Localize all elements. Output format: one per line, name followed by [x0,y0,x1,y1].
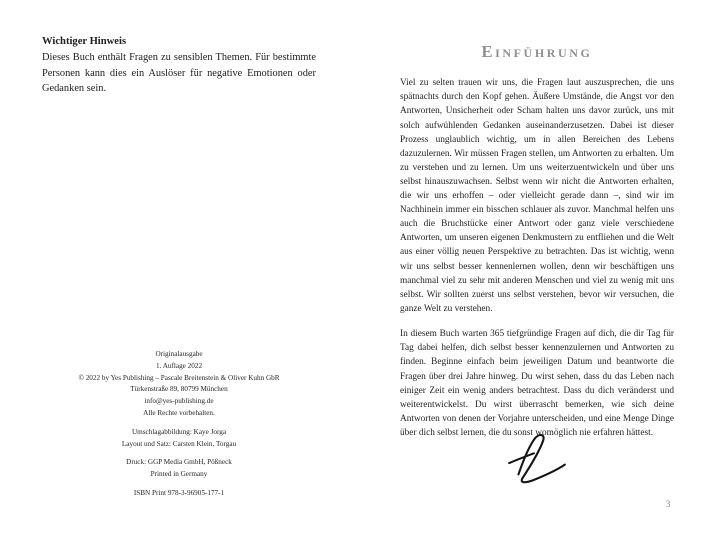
imprint-isbn-group [42,488,316,500]
imprint-line: info@yes-publishing.de [144,397,214,406]
imprint-print-group [42,457,316,481]
imprint-line: Originalausgabe [155,350,203,358]
isbn-line: ISBN Print 978-3-96905-177-1 [133,488,225,497]
imprint-line: 1. Auflage 2022 [155,361,203,370]
intro-paragraph-1: Viel zu selten trauen wir uns, die Fragen laut auszusprechen, die uns spätnachts durch den Kopf gehen. Äußere Umstände, die Angst vor den Antworten, Unsicherheit oder Scham halten uns davor zurück, uns mit solch aufwühlenden Gedanken auseinanderzusetzen. Dabei ist dieser Prozess unglaublich wichtig, um in allen Bereichen des Lebens dazuzulernen. Wir müssen Fragen stellen, um Antworten zu erhalten. Um zu verstehen und zu lernen. Um uns weiterzuentwickeln und über uns selbst hinauszuwachsen. Selbst wenn wir nicht die Antworten erhalten, die wir uns erhoffen – oder vielleicht gerade dann –, sind wir im Nachhinein immer ein bisschen schlauer als zuvor. Manchmal helfen uns auch die Bruchstücke einer Antwort oder ganz viele verschiedene Antworten, um unseren eigenen Denkmustern zu entfliehen und die Welt aus einer völlig neuen Perspektive zu betrachten. Das ist wichtig, wenn wir uns selbst besser kennenlernen wollen, denn wir beschäftigen uns manchmal viel zu sehr mit anderen Menschen und viel zu wenig mit uns selbst. Wir sollten zuerst uns selbst verstehen, bevor wir versuchen, die ganze Welt zu verstehen. [400,78,674,314]
imprint-line: Druck: GGP Media GmbH, Pößneck [126,458,232,467]
imprint-line: Umschlagabbildung: Kaye Jorga [131,427,227,436]
imprint-line: © 2022 by Yes Publishing – Pascale Breitenstein & Oliver Kuhn GbR [78,373,280,382]
imprint-credits-group [42,427,316,451]
imprint-line: Layout und Satz: Carsten Klein, Torgau [121,439,237,448]
author-signature-icon [505,431,569,489]
imprint-line: Alle Rechte vorbehalten. [143,408,215,417]
page-number: 3 [665,500,671,510]
imprint-block [42,349,316,500]
intro-paragraph-2: In diesem Buch warten 365 tiefgründige Fragen auf dich, die dir Tag für Tag dabei helfen, dich selbst besser kennenzulernen und Antworten zu finden. Beginne einfach beim jeweiligen Datum und beantworte die Fragen über drei Jahre hinweg. Du wirst sehen, dass du das Leben nach einiger Zeit ein wenig anders betrachtest. Dass du dich veränderst und weiterentwickelst. Du wirst überrascht bemerken, wie sich deine Antworten von denen der Vorjahre unterscheiden, und eine Menge Dinge über dich selbst lernen, die du sonst womöglich nie erfahren hättest. [400,329,674,438]
imprint-line: Türkenstraße 89, 80799 München [130,385,228,394]
content-warning-title: Wichtiger Hinweis [42,36,127,47]
imprint-edition-group [42,349,316,420]
imprint-line: Printed in Germany [150,470,208,479]
content-warning-block [42,34,316,97]
chapter-heading: Einführung [481,42,593,62]
content-warning-text: Dieses Buch enthält Fragen zu sensiblen Themen. Für bestimmte Personen kann dies ein Auslöser für negative Emotionen oder Gedanken sein. [42,51,316,95]
